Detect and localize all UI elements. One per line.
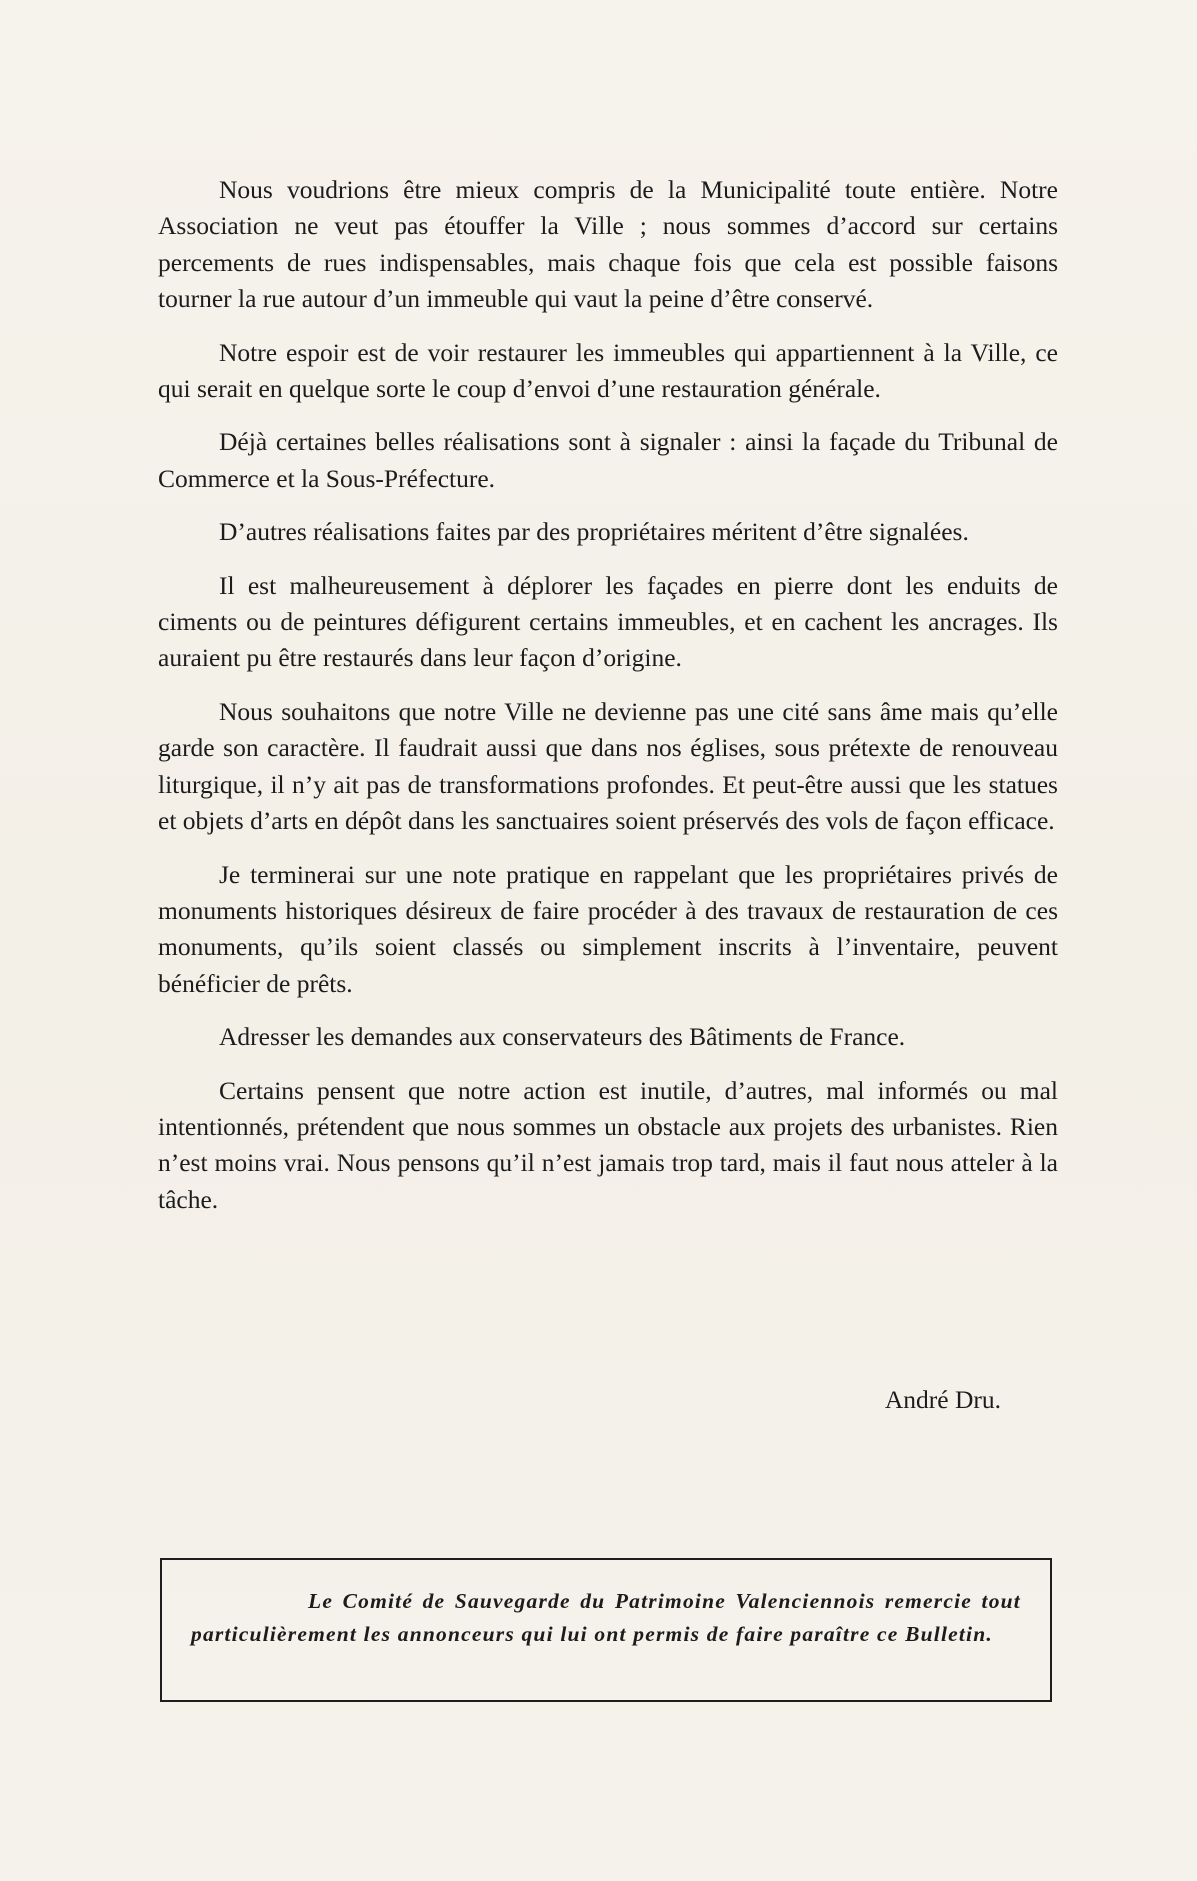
paragraph-proprietaires: D’autres réalisations faites par des propriétaires méritent d’être signalées. xyxy=(219,517,969,547)
paragraph-realisations: Déjà certaines belles réalisations sont à signaler : ainsi la façade du Tribunal de Commerce et la Sous-Préfecture. xyxy=(158,427,1058,493)
paragraph-conclusion: Certains pensent que notre action est inutile, d’autres, mal informés ou mal intentionnés, prétendent que nous sommes un obstacle aux projets des urbanistes. Rien n’est moins vrai. Nous pensons qu’il n’est jamais trop tard, mais il faut nous atteler à la tâche. xyxy=(158,1075,1058,1214)
article-body xyxy=(158,172,1058,1235)
author-signature: André Dru. xyxy=(884,1385,1001,1414)
paragraph-note-pratique: Je terminerai sur une note pratique en rappelant que les propriétaires privés de monuments historiques désireux de faire procéder à des travaux de restauration de ces monuments, qu’ils soient classés ou simplement inscrits à l’inventaire, peuvent bénéficier de prêts. xyxy=(158,859,1058,998)
paragraph-facades: Il est malheureusement à déplorer les façades en pierre dont les enduits de ciments ou de peintures défigurent certains immeubles, et en cachent les ancrages. Ils auraient pu être restaurés dans leur façon d’origine. xyxy=(158,570,1058,673)
paragraph-caractere: Nous souhaitons que notre Ville ne devienne pas une cité sans âme mais qu’elle garde son caractère. Il faudrait aussi que dans nos églises, sous prétexte de renouveau liturgique, il n’y ait pas de transformations profondes. Et peut-être aussi que les statues et objets d’arts en dépôt dans les sanctuaires soient préservés des vols de façon efficace. xyxy=(158,696,1058,836)
paragraph-espoir: Notre espoir est de voir restaurer les immeubles qui appartiennent à la Ville, ce qui serait en quelque sorte le coup d’envoi d’une restauration générale. xyxy=(158,337,1058,404)
paragraph-demandes: Adresser les demandes aux conservateurs des Bâtiments de France. xyxy=(219,1022,906,1052)
paragraph-municipalite: Nous voudrions être mieux compris de la Municipalité toute entière. Notre Association ne veut pas étouffer la Ville ; nous sommes d’accord sur certains percements de rues indispensables, mais chaque fois que cela est possible faisons tourner la rue autour d’un immeuble qui vaut la peine d’être conservé. xyxy=(158,175,1058,314)
acknowledgement-text: Le Comité de Sauvegarde du Patrimoine Valenciennois remercie tout particulièrement les annonceurs qui lui ont permis de faire paraître ce Bulletin. xyxy=(191,1589,1021,1646)
acknowledgement-box xyxy=(160,1558,1052,1702)
